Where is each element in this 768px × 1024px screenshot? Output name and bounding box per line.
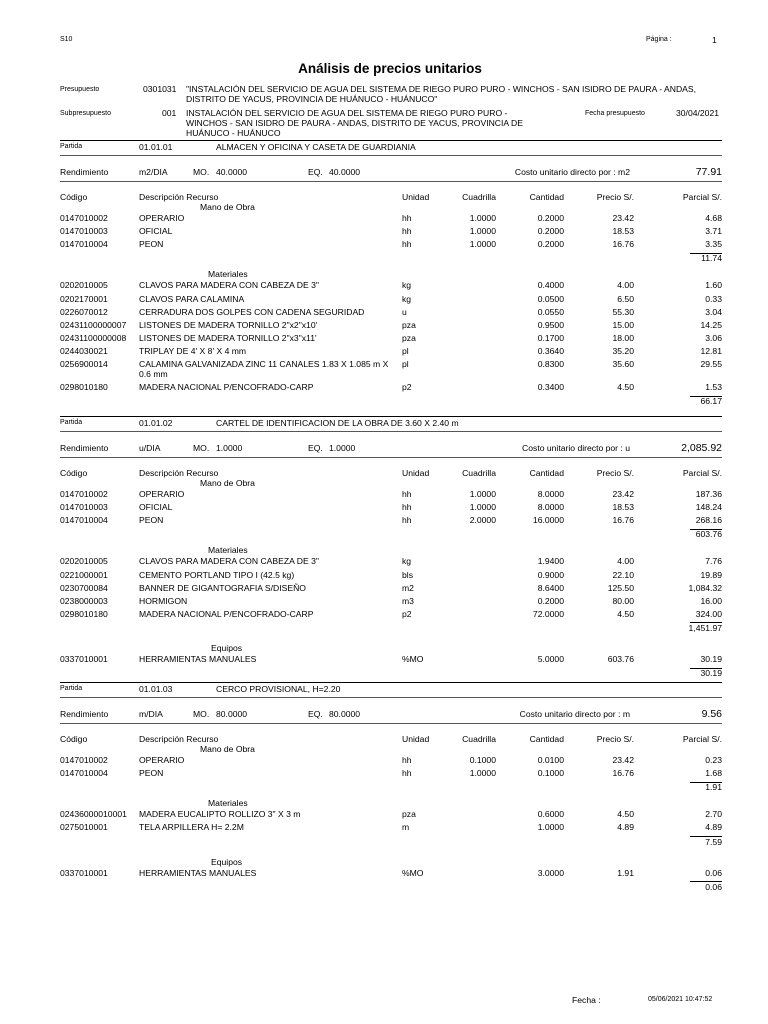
resource-unit: p2 [402,382,412,393]
resource-cuadrilla: 2.0000 [469,515,496,526]
resource-unit: %MO [402,654,424,664]
resource-unit: hh [402,515,412,526]
resource-cantidad: 0.2000 [537,239,564,250]
group-equipos: Equipos [211,643,243,653]
resource-precio: 6.50 [617,293,634,304]
resource-cantidad: 1.0000 [537,822,564,833]
partida-code: 01.01.01 [139,142,173,152]
resource-code: 0230700084 [60,582,108,593]
partida-name: CARTEL DE IDENTIFICACION DE LA OBRA DE 3.60 X 2.40 m [216,418,459,428]
col-cuadrilla-header: Cuadrilla [462,734,496,744]
resource-precio: 23.42 [612,755,634,765]
col-codigo-header: Código [60,192,88,202]
materiales-total: 66.17 [700,396,722,407]
col-codigo-header: Código [60,468,88,478]
resource-unit: hh [402,489,412,499]
resource-precio: 22.10 [612,569,634,580]
costo-unitario-value: 2,085.92 [681,442,722,454]
resource-description: CLAVOS PARA MADERA CON CABEZA DE 3" [139,280,319,291]
resource-cantidad: 0.9000 [537,569,564,580]
col-cantidad-header: Cantidad [529,468,564,478]
resource-cantidad: 16.0000 [532,515,564,526]
resource-code: 02431100000007 [60,319,127,330]
resource-parcial: 4.89 [705,822,722,833]
resource-precio: 4.00 [617,556,634,567]
resource-unit: kg [402,556,412,567]
col-cuadrilla-header: Cuadrilla [462,468,496,478]
resource-unit: kg [402,293,412,304]
group-mano-de-obra: Mano de Obra [200,744,255,754]
resource-code: 02431100000008 [60,332,127,343]
resource-parcial: 30.19 [700,654,722,664]
resource-unit: hh [402,502,412,513]
resource-unit: hh [402,213,412,223]
rendimiento-unit: u/DIA [139,443,161,453]
resource-cantidad: 0.6000 [537,809,564,820]
resource-cuadrilla: 1.0000 [469,502,496,513]
resource-code: 0202010005 [60,280,108,291]
mano-de-obra-total: 1.91 [705,782,722,793]
resource-description: OPERARIO [139,213,185,223]
costo-unitario-label [490,443,630,453]
resource-cantidad: 72.0000 [532,608,564,619]
resource-precio: 23.42 [612,213,634,223]
resource-parcial: 1.53 [705,382,722,393]
partida-name: ALMACEN Y OFICINA Y CASETA DE GUARDIANIA [216,142,416,152]
resource-code: 0221000001 [60,569,108,580]
resource-parcial: 0.23 [705,755,722,765]
resource-cantidad: 0.3640 [537,345,564,356]
resource-description: HERRAMIENTAS MANUALES [139,867,257,878]
resource-cantidad: 0.9500 [537,319,564,330]
resource-description: OFICIAL [139,226,173,237]
resource-description: CERRADURA DOS GOLPES CON CADENA SEGURIDAD [139,306,365,317]
resource-description: PEON [139,239,164,250]
mo-label: MO. [193,443,210,453]
resource-cantidad: 5.0000 [537,654,564,664]
resource-description: HORMIGON [139,595,188,606]
resource-cuadrilla: 0.1000 [469,755,496,765]
partida-label: Partida [60,685,83,692]
group-materiales: Materiales [208,798,248,809]
resource-precio: 4.00 [617,280,634,291]
rendimiento-rule [60,457,722,458]
materiales-total: 1,451.97 [688,622,722,633]
costo-unitario-value: 9.56 [701,708,722,720]
col-descripcion-header: Descripción Recurso [139,468,219,478]
resource-unit: hh [402,239,412,250]
resource-precio: 23.42 [612,489,634,499]
partida-code: 01.01.02 [139,418,173,428]
eq-value: 40.0000 [329,167,361,177]
resource-parcial: 7.76 [705,556,722,567]
materiales-total: 7.59 [705,836,722,847]
resource-precio: 4.89 [617,822,634,833]
resource-description: MADERA NACIONAL P/ENCOFRADO-CARP [139,608,314,619]
eq-value: 1.0000 [329,443,356,453]
fecha-presupuesto: 30/04/2021 [676,108,720,118]
resource-description: CALAMINA GALVANIZADA ZINC 11 CANALES 1.83 X 1.085 m X 0.6 mm [139,359,389,379]
resource-code: 0147010003 [60,502,108,513]
resource-description: MADERA NACIONAL P/ENCOFRADO-CARP [139,382,314,393]
resource-parcial: 324.00 [695,608,722,619]
fecha-presupuesto-label: Fecha presupuesto [585,110,645,117]
resource-cantidad: 0.0550 [537,306,564,317]
app-code: S10 [60,36,73,43]
page-title: Análisis de precios unitarios [298,61,482,76]
resource-precio: 15.00 [612,319,634,330]
costo-unitario-value: 77.91 [695,166,722,178]
subpresupuesto-label: Subpresupuesto [60,110,111,117]
resource-code: 0337010001 [60,654,108,664]
resource-cuadrilla: 1.0000 [469,213,496,223]
group-mano-de-obra: Mano de Obra [200,478,255,488]
partida-label: Partida [60,419,83,426]
partida-name: CERCO PROVISIONAL, H=2.20 [216,684,341,694]
resource-cantidad: 0.0100 [537,755,564,765]
col-codigo-header: Código [60,734,88,744]
resource-precio: 18.00 [612,332,634,343]
resource-unit: kg [402,280,412,291]
resource-parcial: 3.06 [705,332,722,343]
eq-value: 80.0000 [329,709,361,719]
resource-parcial: 4.68 [705,213,722,223]
resource-parcial: 148.24 [695,502,722,513]
resource-unit: pza [402,809,416,820]
resource-precio: 4.50 [617,809,634,820]
resource-cuadrilla: 1.0000 [469,768,496,779]
resource-precio: 35.60 [612,359,634,369]
col-unidad-header: Unidad [402,734,430,744]
resource-precio: 4.50 [617,608,634,619]
costo-unit: u [625,443,630,453]
resource-description: LISTONES DE MADERA TORNILLO 2"x2"x10' [139,319,318,330]
resource-precio: 1.91 [617,867,634,878]
resource-unit: %MO [402,867,424,878]
col-precio-header: Precio S/. [596,468,634,478]
resource-unit: hh [402,755,412,765]
resource-cantidad: 0.2000 [537,226,564,237]
resource-description: MADERA EUCALIPTO ROLLIZO 3" X 3 m [139,809,301,820]
col-precio-header: Precio S/. [596,734,634,744]
eq-label: EQ. [308,167,323,177]
resource-cantidad: 0.1700 [537,332,564,343]
resource-cantidad: 0.0500 [537,293,564,304]
resource-parcial: 1,084.32 [688,582,722,593]
col-parcial-header: Parcial S/. [682,468,722,478]
resource-unit: m2 [402,582,414,593]
subpresupuesto-code: 001 [162,108,177,118]
costo-unitario-label [490,709,630,719]
resource-unit: pza [402,332,416,343]
resource-code: 02436000010001 [60,809,127,820]
resource-precio: 603.76 [607,654,634,664]
col-unidad-header: Unidad [402,468,430,478]
resource-parcial: 3.04 [705,306,722,317]
partida-top-rule [60,682,722,683]
resource-cantidad: 1.9400 [537,556,564,567]
resource-precio: 35.20 [612,345,634,356]
mano-de-obra-total: 603.76 [695,529,722,540]
col-cantidad-header: Cantidad [529,192,564,202]
rendimiento-label: Rendimiento [60,443,109,453]
col-unidad-header: Unidad [402,192,430,202]
mano-de-obra-total: 11.74 [701,253,722,264]
resource-code: 0256900014 [60,359,108,369]
resource-cuadrilla: 1.0000 [469,226,496,237]
resource-cantidad: 0.8300 [537,359,564,369]
resource-parcial: 2.70 [705,809,722,820]
resource-cantidad: 0.3400 [537,382,564,393]
partida-name-rule [60,697,722,698]
costo-unit: m2 [618,167,630,177]
rendimiento-unit: m/DIA [139,709,163,719]
resource-code: 0275010001 [60,822,108,833]
col-parcial-header: Parcial S/. [682,734,722,744]
resource-parcial: 268.16 [695,515,722,526]
eq-label: EQ. [308,709,323,719]
page-label: Página : [646,36,672,43]
rendimiento-label: Rendimiento [60,709,109,719]
resource-unit: u [402,306,407,317]
resource-description: CLAVOS PARA MADERA CON CABEZA DE 3" [139,556,319,567]
resource-parcial: 1.60 [705,280,722,291]
footer-fecha: 05/06/2021 10:47:52 [648,996,713,1003]
resource-code: 0226070012 [60,306,108,317]
resource-description: OFICIAL [139,502,173,513]
resource-parcial: 3.35 [705,239,722,250]
col-descripcion-header: Descripción Recurso [139,734,219,744]
resource-precio: 18.53 [612,502,634,513]
resource-unit: m3 [402,595,414,606]
resource-description: PEON [139,768,164,779]
resource-precio: 16.76 [612,768,634,779]
group-materiales: Materiales [208,545,248,556]
partida-code: 01.01.03 [139,684,173,694]
partida-top-rule [60,416,722,417]
group-equipos: Equipos [211,856,243,867]
resource-code: 0238000003 [60,595,108,606]
resource-code: 0147010004 [60,515,108,526]
resource-description: TRIPLAY DE 4' X 8' X 4 mm [139,345,247,356]
resource-unit: pza [402,319,416,330]
resource-cantidad: 8.6400 [537,582,564,593]
equipos-total: 0.06 [705,881,722,892]
mo-value: 1.0000 [216,443,243,453]
resource-parcial: 12.81 [700,345,722,356]
resource-cantidad: 8.0000 [537,502,564,513]
resource-precio: 125.50 [607,582,634,593]
resource-description: OPERARIO [139,755,185,765]
costo-unitario-label [490,167,630,177]
rendimiento-unit: m2/DIA [139,167,168,177]
resource-cantidad: 0.4000 [537,280,564,291]
mo-label: MO. [193,709,210,719]
mo-value: 80.0000 [216,709,248,719]
mo-label: MO. [193,167,210,177]
footer-fecha-label: Fecha : [572,995,601,1005]
col-cantidad-header: Cantidad [529,734,564,744]
presupuesto-description: "INSTALACIÓN DEL SERVICIO DE AGUA DEL SISTEMA DE RIEGO PURO PURO - WINCHOS - SAN ISIDRO DE PAURA - ANDAS, DISTRITO DE YACUS, PROVINCIA DE HUÁNUCO - HUÁNUCO" [186,84,697,104]
resource-description: CLAVOS PARA CALAMINA [139,293,245,304]
resource-code: 0147010002 [60,489,108,499]
resource-code: 0147010004 [60,768,108,779]
resource-cantidad: 0.2000 [537,595,564,606]
group-materiales: Materiales [208,269,248,280]
resource-description: PEON [139,515,164,526]
resource-code: 0147010002 [60,755,108,765]
resource-parcial: 1.68 [705,768,722,779]
resource-precio: 80.00 [612,595,634,606]
resource-parcial: 0.06 [705,867,722,878]
partida-name-rule [60,155,722,156]
resource-unit: pl [402,345,409,356]
col-cuadrilla-header: Cuadrilla [462,192,496,202]
presupuesto-code: 0301031 [143,84,177,94]
resource-code: 0147010004 [60,239,108,250]
resource-precio: 18.53 [612,226,634,237]
resource-code: 0202010005 [60,556,108,567]
resource-unit: p2 [402,608,412,619]
col-precio-header: Precio S/. [596,192,634,202]
costo-unit: m [622,709,630,719]
partida-name-rule [60,431,722,432]
resource-unit: bls [402,569,413,580]
resource-description: BANNER DE GIGANTOGRAFIA S/DISEÑO [139,582,306,593]
resource-cantidad: 3.0000 [537,867,564,878]
resource-description: LISTONES DE MADERA TORNILLO 2"x3"x11' [139,332,317,343]
resource-parcial: 14.25 [700,319,722,330]
resource-description: TELA ARPILLERA H= 2.2M [139,822,244,833]
partida-top-rule [60,140,722,141]
resource-unit: m [402,822,410,833]
col-parcial-header: Parcial S/. [682,192,722,202]
resource-code: 0337010001 [60,867,108,878]
resource-description: HERRAMIENTAS MANUALES [139,654,257,664]
resource-cantidad: 8.0000 [537,489,564,499]
resource-parcial: 29.55 [700,359,722,369]
resource-unit: hh [402,768,412,779]
partida-label: Partida [60,143,83,150]
resource-precio: 16.76 [612,515,634,526]
resource-code: 0147010002 [60,213,108,223]
resource-code: 0147010003 [60,226,108,237]
resource-parcial: 16.00 [700,595,722,606]
resource-cuadrilla: 1.0000 [469,239,496,250]
resource-parcial: 19.89 [700,569,722,580]
eq-label: EQ. [308,443,323,453]
presupuesto-label: Presupuesto [60,86,100,93]
resource-parcial: 0.33 [705,293,722,304]
resource-code: 0298010180 [60,608,108,619]
resource-parcial: 3.71 [705,226,722,237]
resource-code: 0202170001 [60,293,108,304]
equipos-total: 30.19 [700,668,722,679]
resource-unit: hh [402,226,412,237]
rendimiento-label: Rendimiento [60,167,109,177]
resource-code: 0298010180 [60,382,108,393]
resource-cuadrilla: 1.0000 [469,489,496,499]
resource-cantidad: 0.1000 [537,768,564,779]
resource-unit: pl [402,359,409,369]
resource-description: CEMENTO PORTLAND TIPO I (42.5 kg) [139,569,295,580]
resource-cantidad: 0.2000 [537,213,564,223]
costo-label-text: Costo unitario directo por : [519,709,621,719]
mo-value: 40.0000 [216,167,248,177]
rendimiento-rule [60,181,722,182]
resource-code: 0244030021 [60,345,108,356]
rendimiento-rule [60,723,722,724]
resource-precio: 4.50 [617,382,634,393]
col-descripcion-header: Descripción Recurso [139,192,219,202]
resource-parcial: 187.36 [695,489,722,499]
group-mano-de-obra: Mano de Obra [200,202,255,212]
resource-precio: 55.30 [612,306,634,317]
costo-label-text: Costo unitario directo por : [522,443,623,453]
costo-label-text: Costo unitario directo por : [514,167,616,177]
resource-precio: 16.76 [612,239,634,250]
page-number: 1 [712,35,717,45]
subpresupuesto-description: INSTALACIÓN DEL SERVICIO DE AGUA DEL SISTEMA DE RIEGO PURO PURO - WINCHOS - SAN ISIDRO DE PAURA - ANDAS, DISTRITO DE YACUS, PROVINCIA DE HUÁNUCO - HUÁNUCO [186,108,523,138]
resource-description: OPERARIO [139,489,185,499]
